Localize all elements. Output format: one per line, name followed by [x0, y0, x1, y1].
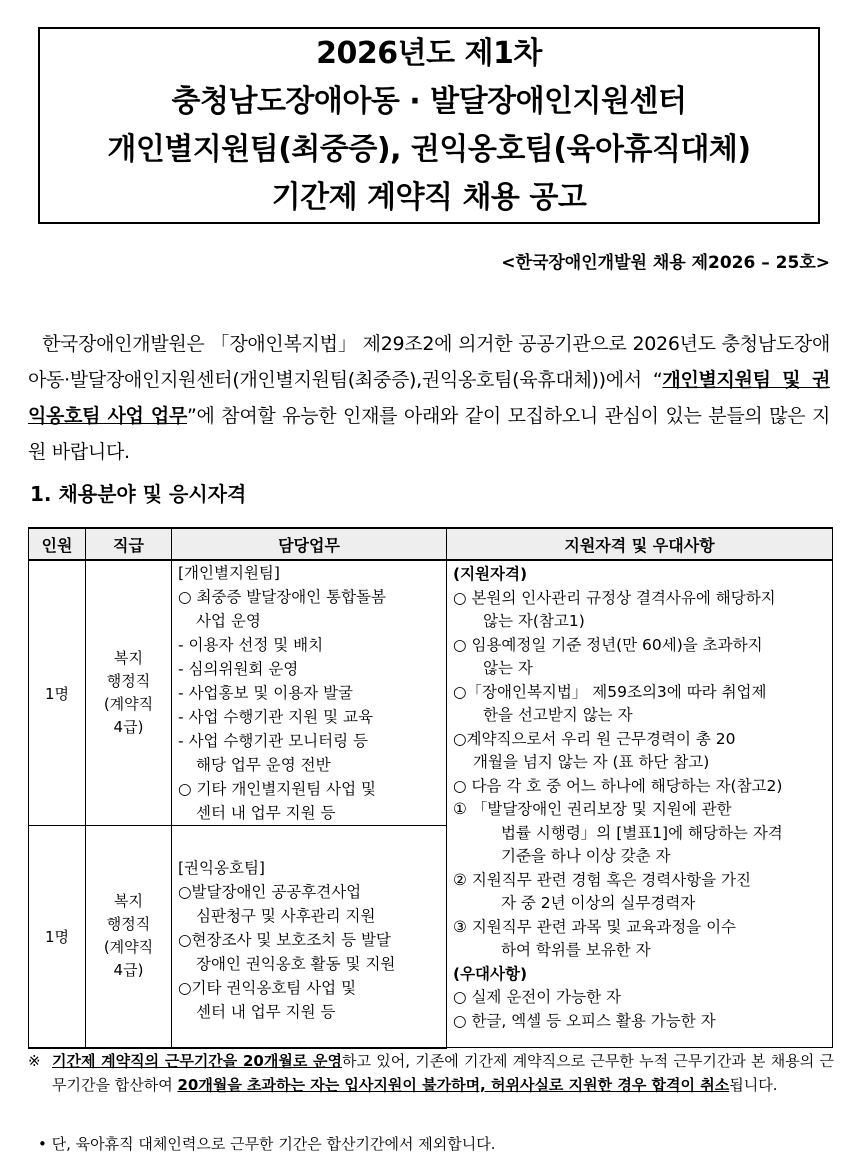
- qualification-line: 않는 자: [483, 659, 533, 677]
- qualification-line: 법률 시행령」의 [별표1]에 해당하는 자격: [501, 823, 783, 842]
- header-count: 인원: [29, 528, 86, 560]
- header-rank: 직급: [86, 528, 172, 560]
- duty-line: ○ 최중증 발달장애인 통합돌봄: [178, 588, 386, 606]
- table-row: [29, 560, 833, 826]
- qualification-line: (지원자격): [453, 565, 528, 583]
- duty-line: 심판청구 및 사후관리 지원: [196, 907, 376, 925]
- section-title-1: 1. 채용분야 및 응시자격: [30, 482, 247, 506]
- row1-rank: [86, 560, 172, 826]
- duty-line: ○현장조사 및 보호조치 등 발달: [178, 931, 391, 949]
- qualification-line: 개월을 넘지 않는 자 (표 하단 참고): [473, 753, 710, 771]
- intro-text-2: ”에 참여할 유능한 인재를 아래와 같이 모집하오니 관심이 있는 분들의 많은 지원 바랍니다.: [28, 405, 830, 463]
- row1-rank-line: 4급): [113, 718, 144, 736]
- note-text: [28, 1049, 834, 1097]
- duty-line: 해당 업무 운영 전반: [196, 756, 331, 774]
- qualification-line: 자 중 2년 이상의 실무경력자: [501, 894, 696, 912]
- title-line-2: 충청남도장애아동 · 발달장애인지원센터: [171, 83, 687, 119]
- row1-duties: [172, 560, 447, 826]
- duty-line: 센터 내 업무 지원 등: [196, 1003, 336, 1021]
- row1-rank-line: 행정직: [106, 672, 151, 690]
- qualification-line: 기준을 하나 이상 갖춘 자: [501, 847, 671, 865]
- duty-line: ○ 기타 개인별지원팀 사업 및: [178, 780, 376, 798]
- duty-line: - 이용자 선정 및 배치: [178, 636, 324, 654]
- note-mark: ※: [28, 1052, 41, 1070]
- qualification-line: 않는 자(참고1): [483, 612, 585, 630]
- qualification-line: 하여 학위를 보유한 자: [501, 941, 651, 959]
- duty-line: - 심의위원회 운영: [178, 660, 299, 678]
- intro-text-1: 한국장애인개발원은 「장애인복지법」 제29조2에 의거한 공공기관으로 2026년도 충청남도장애아동·발달장애인지원센터(개인별지원팀(최중증),권익옹호팀(육휴대체))에서 “: [28, 333, 830, 391]
- qualification-line: ○계약직으로서 우리 원 근무경력이 총 20: [453, 729, 736, 748]
- header-duties: 담당업무: [172, 528, 447, 560]
- duty-line: ○기타 권익옹호팀 사업 및: [178, 979, 357, 997]
- qualification-line: ○「장애인복지법」 제59조의3에 따라 취업제: [453, 682, 767, 701]
- note-underline-1: 기간제 계약직의 근무기간을 20개월로 운영: [52, 1052, 343, 1070]
- qualifications-cell: [447, 560, 833, 1048]
- title-line-3: 개인별지원팀(최중증), 권익옹호팀(육아휴직대체): [107, 131, 751, 167]
- qualification-line: ① 「발달장애인 권리보장 및 지원에 관한: [453, 800, 732, 818]
- header-qualifications: 지원자격 및 우대사항: [447, 528, 833, 560]
- title-line-4: 기간제 계약직 채용 공고: [271, 179, 587, 215]
- qualification-line: 한을 선고받지 않는 자: [483, 706, 633, 724]
- row2-rank: [86, 826, 172, 1048]
- announcement-number: <한국장애인개발원 채용 제2026 – 25호>: [501, 253, 830, 273]
- duty-line: - 사업 수행기관 모니터링 등: [178, 732, 369, 750]
- row2-rank-line: 복지: [114, 892, 143, 911]
- duty-line: [권익옹호팀]: [178, 859, 265, 877]
- qualification-line: ② 지원직무 관련 경험 혹은 경력사항을 가진: [453, 870, 751, 889]
- row2-rank-line: 행정직: [106, 915, 151, 934]
- row1-count: 1명: [29, 560, 86, 826]
- row1-rank-line: 복지: [114, 649, 143, 667]
- qualification-line: ○ 한글, 엑셀 등 오피스 활용 가능한 자: [453, 1011, 716, 1030]
- qualification-line: ③ 지원직무 관련 과목 및 교육과정을 이수: [453, 917, 737, 936]
- intro-bold-text: 개인별지원팀 및 권익옹호팀 사업 업무: [28, 369, 830, 427]
- intro-paragraph: [28, 326, 830, 470]
- note-text-2: 됩니다.: [729, 1076, 778, 1094]
- table-header-row: [29, 528, 833, 560]
- title-box: [38, 27, 820, 224]
- duty-line: - 사업 수행기관 지원 및 교육: [178, 708, 373, 726]
- row2-count: 1명: [29, 826, 86, 1048]
- row2-rank-line: 4급): [113, 961, 144, 980]
- qualification-line: ○ 다음 각 호 중 어느 하나에 해당하는 자(참고2): [453, 776, 783, 795]
- duty-line: 센터 내 업무 지원 등: [196, 804, 336, 822]
- note-paragraph: [28, 1049, 834, 1097]
- duty-line: [개인별지원팀]: [178, 564, 280, 582]
- row2-rank-line: (계약직: [103, 938, 154, 957]
- duty-line: 사업 운영: [196, 612, 261, 630]
- title-line-1: 2026년도 제1차: [316, 35, 542, 71]
- recruitment-table: [28, 527, 833, 1049]
- note-text-1: 하고 있어, 기존에 기간제 계약직으로 근무한 누적 근무기간과 본 채용의 근무기간을 합산하여: [52, 1052, 834, 1094]
- bullet-note: • 단, 육아휴직 대체인력으로 근무한 기간은 합산기간에서 제외합니다.: [38, 1135, 496, 1153]
- row2-duties: [172, 826, 447, 1048]
- note-underline-2: 20개월을 초과하는 자는 입사지원이 불가하며, 허위사실로 지원한 경우 합격이 취소: [177, 1076, 730, 1094]
- row1-rank-line: (계약직: [103, 695, 154, 713]
- qualification-line: ○ 실제 운전이 가능한 자: [453, 988, 621, 1006]
- qualification-line: ○ 본원의 인사관리 규정상 결격사유에 해당하지: [453, 588, 776, 607]
- duty-line: - 사업홍보 및 이용자 발굴: [178, 684, 354, 702]
- duty-line: ○발달장애인 공공후견사업: [178, 883, 362, 901]
- qualification-line: ○ 임용예정일 기준 정년(만 60세)을 초과하지: [453, 635, 763, 654]
- qualification-line: (우대사항): [453, 964, 528, 983]
- duty-line: 장애인 권익옹호 활동 및 지원: [196, 955, 396, 973]
